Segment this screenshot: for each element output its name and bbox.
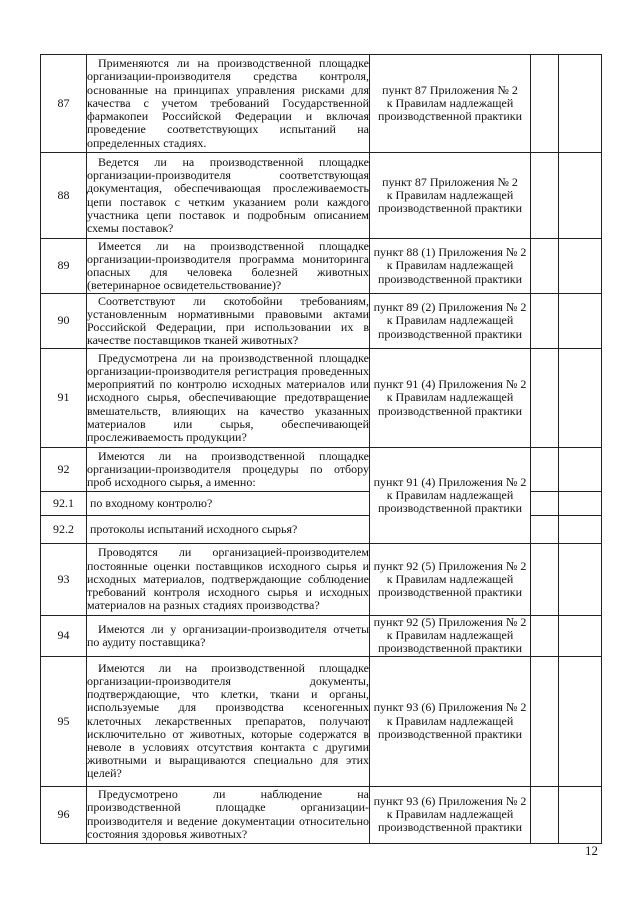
answer-cell[interactable] [531, 239, 559, 294]
row-number: 96 [41, 786, 87, 843]
table-row [41, 786, 602, 843]
answer-cell[interactable] [531, 153, 559, 239]
question-text: Соответствуют ли скотобойни требованиям, установленным нормативными правовыми актами Российской Федерации, при использовании их в качестве поставщиков тканей животных? [87, 293, 369, 348]
row-number: 87 [41, 55, 87, 153]
note-cell[interactable] [559, 448, 602, 492]
reference-cell: пункт 88 (1) Приложения № 2 к Правилам надлежащей производственной практики [370, 239, 531, 294]
note-cell[interactable] [559, 239, 602, 294]
row-number: 94 [41, 616, 87, 657]
answer-cell[interactable] [531, 516, 559, 544]
row-number: 88 [41, 153, 87, 239]
reference-cell: пункт 92 (5) Приложения № 2 к Правилам надлежащей производственной практики [370, 544, 531, 616]
table-row [41, 616, 602, 657]
note-cell[interactable] [559, 349, 602, 448]
reference-cell: пункт 89 (2) Приложения № 2 к Правилам надлежащей производственной практики [370, 294, 531, 349]
note-cell[interactable] [559, 516, 602, 544]
question-text: Имеются ли на производственной площадке организации-производителя документы, подтверждающие, что клетки, ткани и органы, используемые для производства ксеногенных клеточных лекарственных препаратов, получают исключительно от животных, которые содержатся в неволе в условиях отсутствия контакта с другими животными и выращиваются специально для этих целей? [87, 656, 370, 786]
note-cell[interactable] [559, 656, 602, 786]
row-number: 92.2 [41, 516, 87, 544]
answer-cell[interactable] [531, 448, 559, 492]
note-cell[interactable] [559, 153, 602, 239]
question-text: Предусмотрено ли наблюдение на производственной площадке организации-производителя и ведение документации относительно состояния здоровья животных? [87, 786, 370, 843]
question-text: Ведется ли на производственной площадке организации-производителя соответствующая документация, обеспечивающая прослеживаемость цепи поставок с четким указанием роли каждого участника цепи поставок и подробным описанием схемы поставок? [87, 153, 370, 239]
table-row [41, 448, 602, 492]
table-row [41, 656, 602, 786]
table-row [41, 55, 602, 153]
row-number: 95 [41, 656, 87, 786]
note-cell[interactable] [559, 294, 602, 349]
reference-cell: пункт 91 (4) Приложения № 2 к Правилам надлежащей производственной практики [370, 349, 531, 448]
answer-cell[interactable] [531, 786, 559, 843]
row-number: 92 [41, 448, 87, 492]
row-number: 92.1 [41, 492, 87, 516]
note-cell[interactable] [559, 492, 602, 516]
reference-cell: пункт 93 (6) Приложения № 2 к Правилам надлежащей производственной практики [370, 786, 531, 843]
note-cell[interactable] [559, 55, 602, 153]
table-row [41, 153, 602, 239]
answer-cell[interactable] [531, 492, 559, 516]
page-number: 12 [585, 843, 598, 858]
checklist-table [40, 54, 602, 844]
table-row [41, 544, 602, 616]
reference-cell: пункт 87 Приложения № 2 к Правилам надлежащей производственной практики [370, 55, 531, 153]
row-number: 89 [41, 239, 87, 294]
note-cell[interactable] [559, 616, 602, 657]
reference-cell: пункт 93 (6) Приложения № 2 к Правилам надлежащей производственной практики [370, 656, 531, 786]
row-number: 90 [41, 294, 87, 349]
answer-cell[interactable] [531, 656, 559, 786]
table-row [41, 294, 602, 349]
question-text: протоколы испытаний исходного сырья? [87, 516, 370, 544]
reference-cell: пункт 87 Приложения № 2 к Правилам надлежащей производственной практики [370, 153, 531, 239]
answer-cell[interactable] [531, 294, 559, 349]
table-row [41, 239, 602, 294]
question-text: Имеются ли на производственной площадке организации-производителя процедуры по отбору проб исходного сырья, а именно: [87, 448, 370, 492]
note-cell[interactable] [559, 786, 602, 843]
answer-cell[interactable] [531, 544, 559, 616]
reference-cell: пункт 91 (4) Приложения № 2 к Правилам надлежащей производственной практики [370, 448, 531, 544]
question-text: Проводятся ли организацией-производителем постоянные оценки поставщиков исходного сырья и исходных материалов, подтверждающие соблюдение требований контроля исходного сырья и исходных материалов на разных стадиях производства? [87, 544, 370, 616]
row-number: 91 [41, 349, 87, 448]
row-number: 93 [41, 544, 87, 616]
question-text: Имеется ли на производственной площадке организации-производителя программа мониторинга опасных для человека болезней животных (ветеринарное освидетельствование)? [87, 238, 369, 293]
answer-cell[interactable] [531, 349, 559, 448]
answer-cell[interactable] [531, 55, 559, 153]
question-text: Предусмотрена ли на производственной площадке организации-производителя регистрация проведенных мероприятий по контролю исходных материалов или исходного сырья, обеспечивающие предотвращение вмешательств, влияющих на качество указанных материалов или сырья, обеспечивающей прослеживаемость продукции? [87, 349, 370, 448]
question-text: Применяются ли на производственной площадке организации-производителя средства контроля, основанные на принципах управления рисками для качества с учетом требований Государственной фармакопеи Российской Федерации и включая проведение соответствующих испытаний на определенных стадиях. [87, 55, 370, 153]
note-cell[interactable] [559, 544, 602, 616]
answer-cell[interactable] [531, 616, 559, 657]
reference-cell: пункт 92 (5) Приложения № 2 к Правилам надлежащей производственной практики [370, 616, 531, 657]
question-text: Имеются ли у организации-производителя отчеты по аудиту поставщика? [87, 616, 370, 657]
table-row [41, 349, 602, 448]
question-text: по входному контролю? [87, 492, 370, 516]
